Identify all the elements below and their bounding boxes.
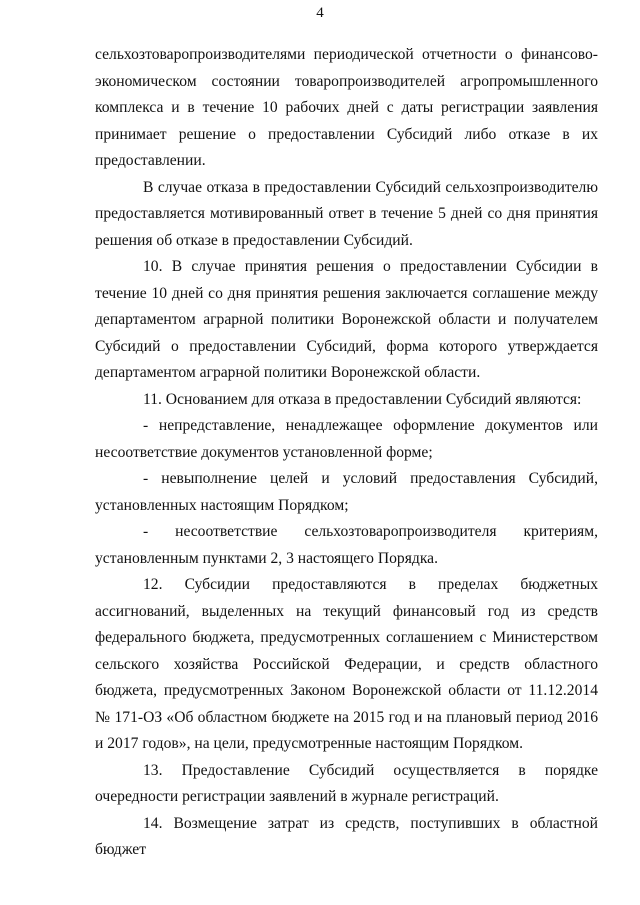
paragraph-13: 13. Предоставление Субсидий осуществляется в порядке очередности регистрации заявлений в журнале регистраций. xyxy=(95,761,598,805)
paragraph-continuation: сельхозтоваропроизводителями периодической отчетности о финансово-экономическом состоянии товаропроизводителей агропромышленного комплекса и в течение 10 рабочих дней с даты регистрации заявления принимает решение о предоставлении Субсидий либо отказе в их предоставлении. xyxy=(95,46,598,169)
document-body xyxy=(95,42,598,864)
list-item-3: - несоответствие сельхозтоваропроизводителя критериям, установленным пунктами 2, 3 настоящего Порядка. xyxy=(95,523,598,567)
paragraph-10: 10. В случае принятия решения о предоставлении Субсидии в течение 10 дней со дня принятия решения заключается соглашение между департаментом аграрной политики Воронежской области и получателем Субсидий о предоставлении Субсидий, форма которого утверждается департаментом аграрной политики Воронежской области. xyxy=(95,258,598,381)
page-number: 4 xyxy=(316,5,324,21)
paragraph-12: 12. Субсидии предоставляются в пределах бюджетных ассигнований, выделенных на текущий финансовый год из средств федерального бюджета, предусмотренных соглашением с Министерством сельского хозяйства Российской Федерации, и средств областного бюджета, предусмотренных Законом Воронежской области от 11.12.2014 № 171-ОЗ «Об областном бюджете на 2015 год и на плановый период 2016 и 2017 годов», на цели, предусмотренные настоящим Порядком. xyxy=(95,576,598,752)
list-item-2: - невыполнение целей и условий предоставления Субсидий, установленных настоящим Порядком; xyxy=(95,470,598,514)
paragraph-11: 11. Основанием для отказа в предоставлении Субсидий являются: xyxy=(143,390,582,408)
paragraph-refusal-notice: В случае отказа в предоставлении Субсидий сельхозпроизводителю предоставляется мотивированный ответ в течение 5 дней со дня принятия решения об отказе в предоставлении Субсидий. xyxy=(95,178,598,249)
list-item-1: - непредставление, ненадлежащее оформление документов или несоответствие документов установленной форме; xyxy=(95,417,598,461)
paragraph-14: 14. Возмещение затрат из средств, поступивших в областной бюджет xyxy=(95,814,598,858)
